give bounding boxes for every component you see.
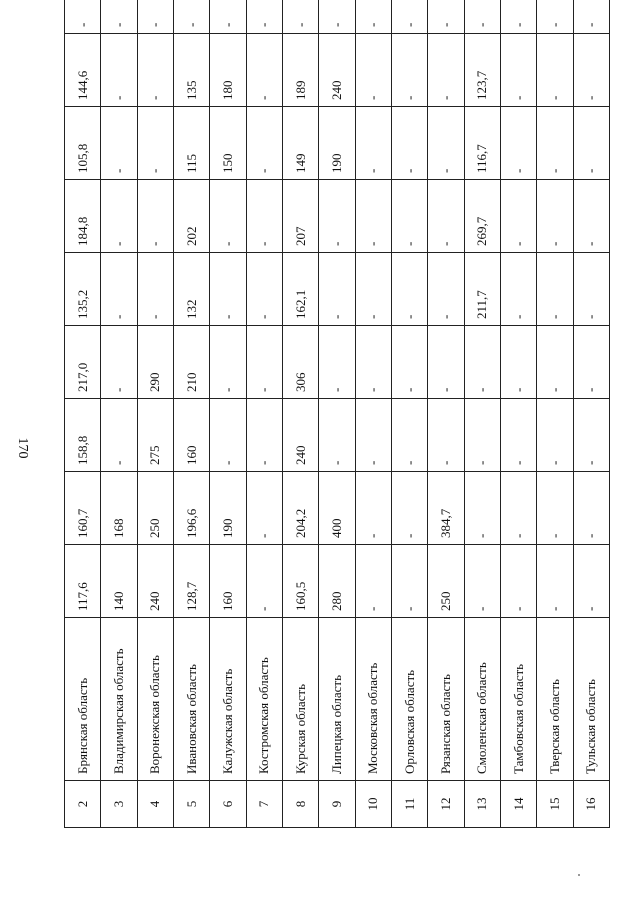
value-cell: - bbox=[355, 107, 391, 180]
row-number: 3 bbox=[101, 781, 137, 828]
region-name: Орловская область bbox=[391, 618, 427, 781]
region-name: Курская область bbox=[282, 618, 318, 781]
value-cell: 384,7 bbox=[428, 472, 464, 545]
value-cell: 135,2 bbox=[65, 253, 101, 326]
value-cell: - bbox=[464, 472, 500, 545]
value-cell: 117,6 bbox=[65, 545, 101, 618]
value-cell: 210 bbox=[173, 326, 209, 399]
value-cell: - bbox=[500, 0, 536, 34]
value-cell: - bbox=[137, 253, 173, 326]
value-cell: - bbox=[500, 107, 536, 180]
value-cell: - bbox=[391, 253, 427, 326]
value-cell: - bbox=[210, 180, 246, 253]
value-cell: - bbox=[391, 399, 427, 472]
table-row bbox=[537, 0, 573, 828]
table-row bbox=[101, 0, 137, 828]
value-cell: - bbox=[101, 326, 137, 399]
value-cell: 128,7 bbox=[173, 545, 209, 618]
value-cell: - bbox=[537, 326, 573, 399]
table-row bbox=[319, 0, 355, 828]
value-cell: 240 bbox=[137, 545, 173, 618]
region-name: Костромская область bbox=[246, 618, 282, 781]
table-row bbox=[500, 0, 536, 828]
value-cell: 150 bbox=[210, 107, 246, 180]
value-cell: 184,8 bbox=[65, 180, 101, 253]
value-cell: - bbox=[137, 0, 173, 34]
row-number: 15 bbox=[537, 781, 573, 828]
value-cell: - bbox=[355, 472, 391, 545]
value-cell: 400 bbox=[319, 472, 355, 545]
value-cell: - bbox=[101, 107, 137, 180]
row-number: 10 bbox=[355, 781, 391, 828]
row-number: 2 bbox=[65, 781, 101, 828]
value-cell: - bbox=[246, 180, 282, 253]
value-cell: - bbox=[355, 180, 391, 253]
value-cell: 306 bbox=[282, 326, 318, 399]
value-cell: - bbox=[355, 545, 391, 618]
table-row bbox=[355, 0, 391, 828]
value-cell: 140 bbox=[101, 545, 137, 618]
value-cell: 211,7 bbox=[464, 253, 500, 326]
value-cell: 116,7 bbox=[464, 107, 500, 180]
value-cell: - bbox=[355, 399, 391, 472]
value-cell: - bbox=[246, 253, 282, 326]
value-cell: - bbox=[282, 0, 318, 34]
region-name: Тамбовская область bbox=[500, 618, 536, 781]
table-row bbox=[173, 0, 209, 828]
value-cell: - bbox=[65, 0, 101, 34]
value-cell: - bbox=[173, 0, 209, 34]
data-table bbox=[64, 0, 610, 828]
value-cell: - bbox=[464, 399, 500, 472]
value-cell: - bbox=[355, 0, 391, 34]
value-cell: - bbox=[537, 253, 573, 326]
row-number: 11 bbox=[391, 781, 427, 828]
table-row bbox=[246, 0, 282, 828]
value-cell: - bbox=[319, 253, 355, 326]
value-cell: - bbox=[537, 472, 573, 545]
value-cell: 160,5 bbox=[282, 545, 318, 618]
value-cell: 162,1 bbox=[282, 253, 318, 326]
value-cell: - bbox=[537, 180, 573, 253]
value-cell: - bbox=[210, 326, 246, 399]
value-cell: 189 bbox=[282, 34, 318, 107]
value-cell: - bbox=[500, 253, 536, 326]
value-cell: - bbox=[537, 399, 573, 472]
value-cell: - bbox=[355, 34, 391, 107]
value-cell: - bbox=[428, 107, 464, 180]
value-cell: 158,8 bbox=[65, 399, 101, 472]
value-cell: - bbox=[246, 399, 282, 472]
value-cell: - bbox=[537, 0, 573, 34]
row-number: 16 bbox=[573, 781, 609, 828]
value-cell: - bbox=[500, 34, 536, 107]
value-cell: 144,6 bbox=[65, 34, 101, 107]
value-cell: - bbox=[137, 107, 173, 180]
value-cell: - bbox=[573, 545, 609, 618]
value-cell: 207 bbox=[282, 180, 318, 253]
value-cell: - bbox=[573, 472, 609, 545]
value-cell: 160 bbox=[173, 399, 209, 472]
value-cell: - bbox=[137, 180, 173, 253]
value-cell: 123,7 bbox=[464, 34, 500, 107]
value-cell: - bbox=[101, 399, 137, 472]
row-number: 13 bbox=[464, 781, 500, 828]
value-cell: - bbox=[355, 253, 391, 326]
row-number: 8 bbox=[282, 781, 318, 828]
value-cell: - bbox=[246, 545, 282, 618]
region-name: Брянская область bbox=[65, 618, 101, 781]
value-cell: 190 bbox=[210, 472, 246, 545]
value-cell: - bbox=[246, 34, 282, 107]
value-cell: 149 bbox=[282, 107, 318, 180]
table-row bbox=[137, 0, 173, 828]
value-cell: 290 bbox=[137, 326, 173, 399]
value-cell: - bbox=[573, 0, 609, 34]
value-cell: - bbox=[319, 326, 355, 399]
row-number: 4 bbox=[137, 781, 173, 828]
region-name: Московская область bbox=[355, 618, 391, 781]
value-cell: - bbox=[537, 107, 573, 180]
value-cell: - bbox=[355, 326, 391, 399]
value-cell: - bbox=[246, 0, 282, 34]
region-name: Тульская область bbox=[573, 618, 609, 781]
value-cell: 135 bbox=[173, 34, 209, 107]
row-number: 14 bbox=[500, 781, 536, 828]
row-number: 7 bbox=[246, 781, 282, 828]
value-cell: - bbox=[428, 253, 464, 326]
table-row bbox=[464, 0, 500, 828]
value-cell: - bbox=[101, 34, 137, 107]
region-name: Смоленская область bbox=[464, 618, 500, 781]
value-cell: 250 bbox=[428, 545, 464, 618]
value-cell: 196,6 bbox=[173, 472, 209, 545]
table-row bbox=[65, 0, 101, 828]
value-cell: 190 bbox=[319, 107, 355, 180]
value-cell: - bbox=[319, 399, 355, 472]
value-cell: - bbox=[428, 180, 464, 253]
value-cell: - bbox=[500, 545, 536, 618]
region-name: Калужская область bbox=[210, 618, 246, 781]
value-cell: - bbox=[573, 253, 609, 326]
value-cell: 280 bbox=[319, 545, 355, 618]
value-cell: - bbox=[391, 0, 427, 34]
region-name: Липецкая область bbox=[319, 618, 355, 781]
value-cell: - bbox=[573, 107, 609, 180]
value-cell: 202 bbox=[173, 180, 209, 253]
value-cell: - bbox=[101, 180, 137, 253]
value-cell: - bbox=[464, 545, 500, 618]
value-cell: - bbox=[573, 34, 609, 107]
value-cell: - bbox=[101, 253, 137, 326]
value-cell: - bbox=[428, 34, 464, 107]
value-cell: 160,7 bbox=[65, 472, 101, 545]
region-name: Владимирская область bbox=[101, 618, 137, 781]
row-number: 5 bbox=[173, 781, 209, 828]
value-cell: - bbox=[500, 326, 536, 399]
value-cell: - bbox=[573, 326, 609, 399]
value-cell: - bbox=[428, 0, 464, 34]
value-cell: 240 bbox=[282, 399, 318, 472]
region-name: Воронежская область bbox=[137, 618, 173, 781]
table-row bbox=[391, 0, 427, 828]
value-cell: - bbox=[101, 0, 137, 34]
table-row bbox=[210, 0, 246, 828]
region-name: Ивановская область bbox=[173, 618, 209, 781]
value-cell: - bbox=[246, 472, 282, 545]
value-cell: - bbox=[500, 472, 536, 545]
value-cell: - bbox=[210, 0, 246, 34]
value-cell: - bbox=[391, 107, 427, 180]
value-cell: 168 bbox=[101, 472, 137, 545]
table-row bbox=[282, 0, 318, 828]
value-cell: - bbox=[464, 326, 500, 399]
value-cell: - bbox=[428, 399, 464, 472]
table-wrapper bbox=[64, 22, 610, 828]
value-cell: - bbox=[573, 399, 609, 472]
region-name: Рязанская область bbox=[428, 618, 464, 781]
value-cell: - bbox=[537, 34, 573, 107]
table-body bbox=[65, 0, 610, 828]
value-cell: - bbox=[428, 326, 464, 399]
value-cell: 132 bbox=[173, 253, 209, 326]
value-cell: - bbox=[500, 399, 536, 472]
value-cell: - bbox=[573, 180, 609, 253]
value-cell: 217,0 bbox=[65, 326, 101, 399]
value-cell: - bbox=[537, 545, 573, 618]
value-cell: 180 bbox=[210, 34, 246, 107]
region-name: Тверская область bbox=[537, 618, 573, 781]
value-cell: - bbox=[319, 0, 355, 34]
value-cell: 275 bbox=[137, 399, 173, 472]
value-cell: - bbox=[137, 34, 173, 107]
row-number: 12 bbox=[428, 781, 464, 828]
value-cell: - bbox=[319, 180, 355, 253]
value-cell: 204,2 bbox=[282, 472, 318, 545]
value-cell: - bbox=[391, 326, 427, 399]
value-cell: - bbox=[500, 180, 536, 253]
row-number: 6 bbox=[210, 781, 246, 828]
value-cell: - bbox=[391, 545, 427, 618]
value-cell: 105,8 bbox=[65, 107, 101, 180]
value-cell: - bbox=[464, 0, 500, 34]
value-cell: 250 bbox=[137, 472, 173, 545]
value-cell: - bbox=[210, 253, 246, 326]
scan-mark bbox=[578, 874, 580, 876]
table-row bbox=[428, 0, 464, 828]
value-cell: - bbox=[391, 180, 427, 253]
row-number: 9 bbox=[319, 781, 355, 828]
value-cell: - bbox=[210, 399, 246, 472]
page-number: 170 bbox=[15, 437, 30, 459]
table-row bbox=[573, 0, 609, 828]
value-cell: - bbox=[391, 34, 427, 107]
value-cell: 160 bbox=[210, 545, 246, 618]
value-cell: - bbox=[391, 472, 427, 545]
value-cell: 269,7 bbox=[464, 180, 500, 253]
value-cell: 115 bbox=[173, 107, 209, 180]
value-cell: - bbox=[246, 107, 282, 180]
value-cell: 240 bbox=[319, 34, 355, 107]
value-cell: - bbox=[246, 326, 282, 399]
